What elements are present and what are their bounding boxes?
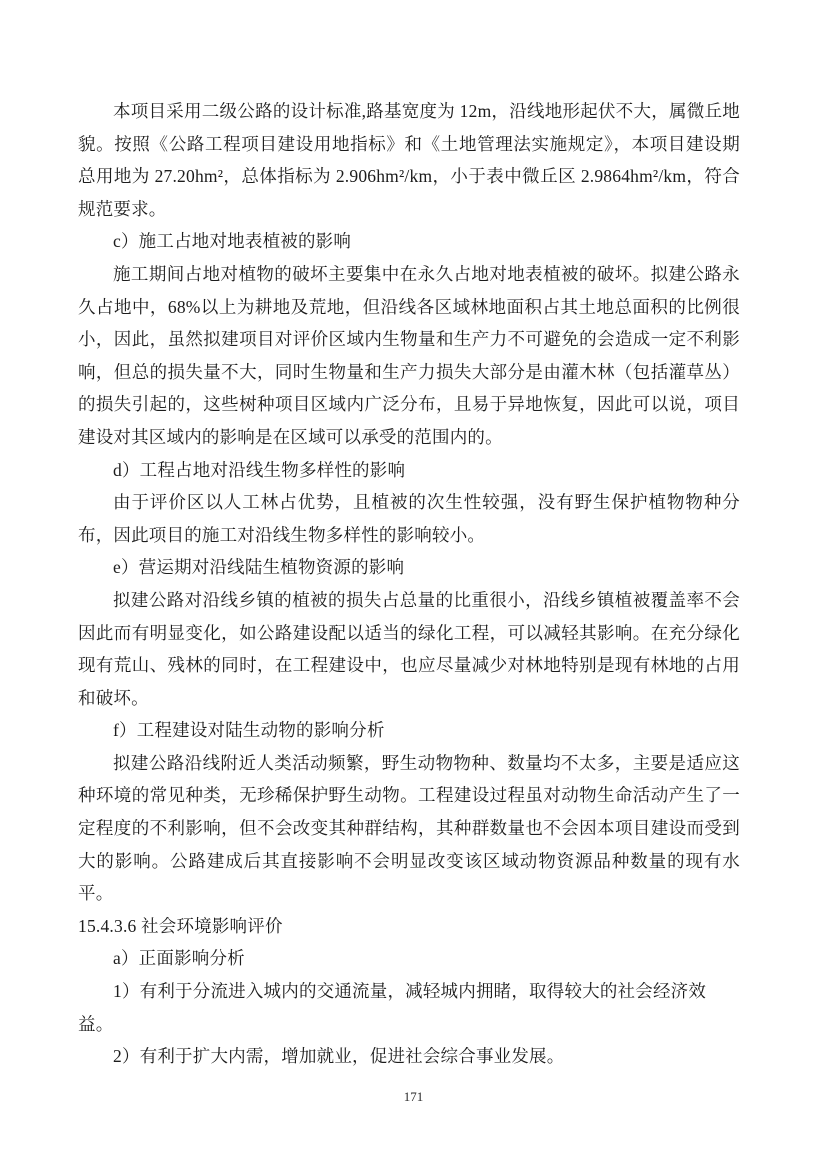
heading-c-construction-occupation: c）施工占地对地表植被的影响: [113, 231, 352, 252]
list-item-1-traffic-diversion: 1）有利于分流进入城内的交通流量，减轻城内拥睹，取得较大的社会经济效益。: [78, 981, 707, 1034]
heading-d-biodiversity: d）工程占地对沿线生物多样性的影响: [113, 459, 406, 480]
heading-a-positive-impact: a）正面影响分析: [113, 948, 245, 969]
paragraph-vegetation-damage: 施工期间占地对植物的破坏主要集中在永久占地对地表植被的破坏。拟建公路永久占地中，68%以上为耕地及荒地，但沿线各区域林地面积占其土地总面积的比例很小，因此，虽然拟建项目对评价区域内生物量和生产力不可避免的会造成一定不利影响，但总的损失量不大，同时生物量和生产力损失大部分是由灌木林（包括灌草丛）的损失引起的，这些树种项目区域内广泛分布，且易于异地恢复，因此可以说，项目建设对其区域内的影响是在区域可以承受的范围内的。: [78, 263, 740, 447]
heading-f-terrestrial-animals: f）工程建设对陆生动物的影响分析: [113, 720, 385, 741]
paragraph-vegetation-coverage: 拟建公路对沿线乡镇的植被的损失占总量的比重很小，沿线乡镇植被覆盖率不会因此而有明显变化，如公路建设配以适当的绿化工程，可以减轻其影响。在充分绿化现有荒山、残林的同时，在工程建设中，也应尽量减少对林地特别是现有林地的占用和破坏。: [78, 589, 740, 708]
list-item-2-domestic-demand: 2）有利于扩大内需，增加就业，促进社会综合事业发展。: [113, 1046, 565, 1067]
heading-e-operation-period: e）营运期对沿线陆生植物资源的影响: [113, 557, 405, 578]
section-heading-15-4-3-6: 15.4.3.6 社会环境影响评价: [78, 915, 283, 936]
paragraph-animal-impact: 拟建公路沿线附近人类活动频繁，野生动物物种、数量均不太多，主要是适应这种环境的常见种类，无珍稀保护野生动物。工程建设过程虽对动物生命活动产生了一定程度的不利影响，但不会改变其种群结构，其种群数量也不会因本项目建设而受到大的影响。公路建成后其直接影响不会明显改变该区域动物资源品种数量的现有水平。: [78, 752, 740, 904]
page-number: 171: [403, 1089, 424, 1104]
paragraph-biodiversity-impact: 由于评价区以人工林占优势，且植被的次生性较强，没有野生保护植物物种分布，因此项目的施工对沿线生物多样性的影响较小。: [78, 492, 740, 545]
paragraph-design-standard: 本项目采用二级公路的设计标准,路基宽度为 12m，沿线地形起伏不大，属微丘地貌。按照《公路工程项目建设用地指标》和《土地管理法实施规定》，本项目建设期总用地为 27.20hm²，总体指标为 2.906hm²/km，小于表中微丘区 2.9864hm²/km，符合规范要求。: [78, 101, 740, 219]
